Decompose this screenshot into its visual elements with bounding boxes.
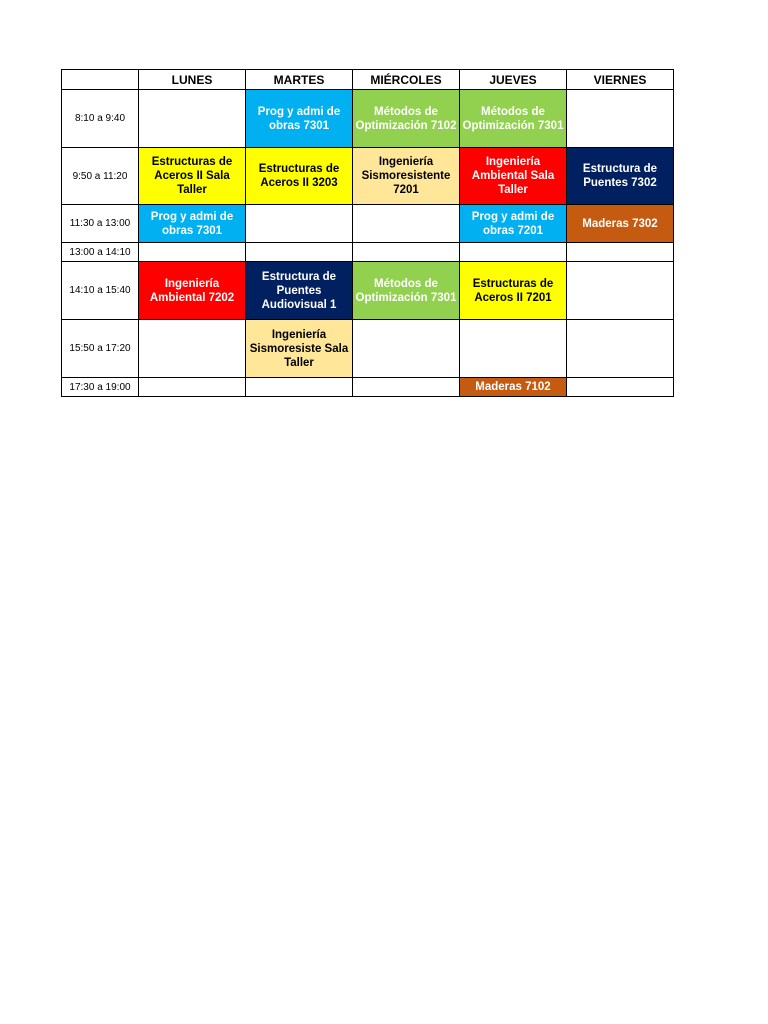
course-cell: [567, 262, 674, 320]
course-cell: [139, 378, 246, 397]
course-cell: Estructura de Puentes Audiovisual 1: [246, 262, 353, 320]
course-cell: Estructuras de Aceros II Sala Taller: [139, 148, 246, 205]
time-slot-row: [62, 148, 674, 205]
course-cell: Ingeniería Ambiental Sala Taller: [460, 148, 567, 205]
course-cell: [139, 320, 246, 378]
time-slot-row: [62, 90, 674, 148]
course-cell: [567, 90, 674, 148]
day-header-viernes: VIERNES: [567, 70, 674, 90]
day-header-lunes: LUNES: [139, 70, 246, 90]
time-slot-row: [62, 243, 674, 262]
course-cell: [139, 243, 246, 262]
day-header-martes: MARTES: [246, 70, 353, 90]
course-cell: Prog y admi de obras 7201: [460, 205, 567, 243]
course-cell: [139, 90, 246, 148]
course-cell: [246, 243, 353, 262]
time-slot-row: [62, 205, 674, 243]
time-label: 13:00 a 14:10: [62, 243, 139, 262]
course-cell: [460, 243, 567, 262]
time-label: 17:30 a 19:00: [62, 378, 139, 397]
schedule-table: [61, 69, 674, 397]
time-slot-row: [62, 262, 674, 320]
course-cell: Ingeniería Sismoresiste Sala Taller: [246, 320, 353, 378]
time-label: 15:50 a 17:20: [62, 320, 139, 378]
course-cell: [353, 378, 460, 397]
course-cell: Prog y admi de obras 7301: [246, 90, 353, 148]
course-cell: Maderas 7102: [460, 378, 567, 397]
header-row: [62, 70, 674, 90]
course-cell: Métodos de Optimización 7301: [460, 90, 567, 148]
course-cell: [567, 243, 674, 262]
course-cell: [353, 243, 460, 262]
course-cell: Ingeniería Sismoresistente 7201: [353, 148, 460, 205]
time-slot-row: [62, 320, 674, 378]
course-cell: [567, 320, 674, 378]
course-cell: [353, 205, 460, 243]
course-cell: Métodos de Optimización 7102: [353, 90, 460, 148]
time-slot-row: [62, 378, 674, 397]
course-cell: [567, 378, 674, 397]
course-cell: [460, 320, 567, 378]
course-cell: Estructuras de Aceros II 7201: [460, 262, 567, 320]
course-cell: Ingeniería Ambiental 7202: [139, 262, 246, 320]
course-cell: Métodos de Optimización 7301: [353, 262, 460, 320]
time-label: 11:30 a 13:00: [62, 205, 139, 243]
course-cell: Prog y admi de obras 7301: [139, 205, 246, 243]
course-cell: [353, 320, 460, 378]
day-header-miercoles: MIÉRCOLES: [353, 70, 460, 90]
corner-cell: [62, 70, 139, 90]
time-label: 9:50 a 11:20: [62, 148, 139, 205]
time-label: 14:10 a 15:40: [62, 262, 139, 320]
day-header-jueves: JUEVES: [460, 70, 567, 90]
course-cell: Estructura de Puentes 7302: [567, 148, 674, 205]
course-cell: [246, 205, 353, 243]
course-cell: Estructuras de Aceros II 3203: [246, 148, 353, 205]
course-cell: Maderas 7302: [567, 205, 674, 243]
course-cell: [246, 378, 353, 397]
time-label: 8:10 a 9:40: [62, 90, 139, 148]
